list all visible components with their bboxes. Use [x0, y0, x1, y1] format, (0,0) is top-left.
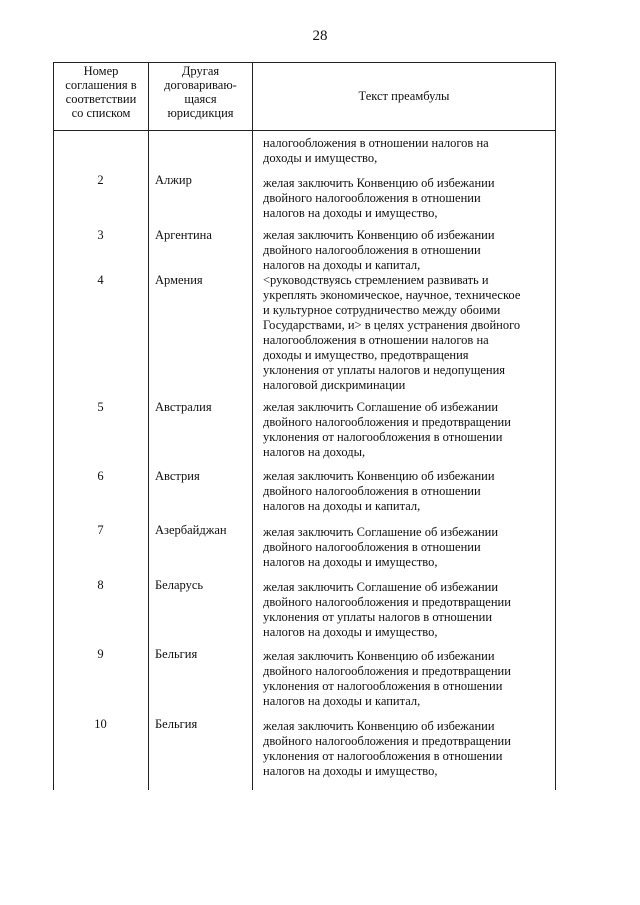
- preamble-line: укреплять экономическое, научное, техническое: [263, 288, 521, 302]
- row-preamble: [263, 136, 551, 166]
- header-number: [54, 64, 148, 120]
- preamble-line: уклонения от налогообложения в отношении: [263, 749, 503, 763]
- row-jurisdiction: Армения: [155, 273, 203, 287]
- preamble-line: желая заключить Конвенцию об избежании: [263, 649, 495, 663]
- row-number: 3: [97, 228, 104, 242]
- preamble-line: налогообложения в отношении налогов на: [263, 136, 489, 150]
- preamble-line: двойного налогообложения в отношении: [263, 243, 481, 257]
- preamble-line: налогов на доходы и имущество,: [263, 555, 438, 569]
- row-jurisdiction: Азербайджан: [155, 523, 227, 537]
- preamble-line: Государствами, и> в целях устранения двойного: [263, 318, 521, 332]
- header-jurisdiction-line: щаяся: [184, 92, 217, 106]
- row-number: 9: [97, 647, 104, 661]
- preamble-line: желая заключить Конвенцию об избежании: [263, 719, 495, 733]
- preamble-line: налогов на доходы и имущество,: [263, 206, 438, 220]
- row-number: 2: [97, 173, 104, 187]
- preamble-line: налогов на доходы и имущество,: [263, 764, 438, 778]
- row-jurisdiction: Аргентина: [155, 228, 212, 242]
- preamble-line: уклонения от налогообложения в отношении: [263, 430, 503, 444]
- preamble-line: налогов на доходы и имущество,: [263, 625, 438, 639]
- row-jurisdiction: Беларусь: [155, 578, 204, 592]
- row-preamble: [263, 649, 551, 709]
- header-jurisdiction-line: договариваю-: [164, 78, 237, 92]
- row-number: 4: [97, 273, 104, 287]
- row-number: 8: [97, 578, 104, 592]
- row-number: 7: [97, 523, 104, 537]
- preamble-line: налогов на доходы и капитал,: [263, 499, 421, 513]
- header-number-line: со списком: [71, 106, 131, 120]
- row-jurisdiction: Бельгия: [155, 647, 198, 661]
- row-preamble: [263, 525, 551, 570]
- preamble-line: уклонения от уплаты налогов и недопущения: [263, 363, 506, 377]
- header-preamble: Текст преамбулы: [358, 89, 450, 103]
- preamble-line: налоговой дискриминации: [263, 378, 406, 392]
- row-jurisdiction: Алжир: [155, 173, 192, 187]
- preamble-line: уклонения от налогообложения в отношении: [263, 679, 503, 693]
- row-number: 5: [97, 400, 104, 414]
- preamble-line: <руководствуясь стремлением развивать и: [263, 273, 489, 287]
- row-number: 6: [97, 469, 104, 483]
- header-number-line: соглашения в: [65, 78, 137, 92]
- preamble-line: доходы и имущество, предотвращения: [263, 348, 469, 362]
- row-number: 10: [94, 717, 107, 731]
- table-right-border: [555, 62, 556, 790]
- preamble-line: двойного налогообложения в отношении: [263, 484, 481, 498]
- preamble-line: налогов на доходы,: [263, 445, 366, 459]
- preamble-line: желая заключить Соглашение об избежании: [263, 400, 499, 414]
- header-separator: [53, 130, 556, 131]
- preamble-line: двойного налогообложения и предотвращении: [263, 664, 511, 678]
- preamble-line: двойного налогообложения и предотвращении: [263, 595, 511, 609]
- preamble-line: уклонения от уплаты налогов в отношении: [263, 610, 493, 624]
- preamble-line: желая заключить Конвенцию об избежании: [263, 176, 495, 190]
- row-preamble: [263, 580, 551, 640]
- row-preamble: [263, 273, 551, 393]
- preamble-line: двойного налогообложения и предотвращении: [263, 415, 511, 429]
- preamble-line: и культурное сотрудничество между обоими: [263, 303, 501, 317]
- preamble-line: двойного налогообложения в отношении: [263, 191, 481, 205]
- preamble-line: желая заключить Конвенцию об избежании: [263, 469, 495, 483]
- column-divider-1: [148, 62, 149, 790]
- header-jurisdiction-line: юрисдикция: [167, 106, 234, 120]
- row-preamble: [263, 176, 551, 221]
- preamble-line: двойного налогообложения в отношении: [263, 540, 481, 554]
- table-top-border: [53, 62, 556, 63]
- table-left-border: [53, 62, 54, 790]
- header-number-line: соответствии: [65, 92, 137, 106]
- preamble-line: доходы и имущество,: [263, 151, 378, 165]
- row-jurisdiction: Австралия: [155, 400, 212, 414]
- row-jurisdiction: Австрия: [155, 469, 200, 483]
- column-divider-2: [252, 62, 253, 790]
- header-jurisdiction-line: Другая: [181, 64, 220, 78]
- preamble-line: налогов на доходы и капитал,: [263, 258, 421, 272]
- preamble-line: двойного налогообложения и предотвращении: [263, 734, 511, 748]
- row-preamble: [263, 228, 551, 273]
- preamble-line: налогообложения в отношении налогов на: [263, 333, 489, 347]
- preamble-line: желая заключить Конвенцию об избежании: [263, 228, 495, 242]
- row-preamble: [263, 469, 551, 514]
- row-jurisdiction: Бельгия: [155, 717, 198, 731]
- preamble-line: налогов на доходы и капитал,: [263, 694, 421, 708]
- header-number-line: Номер: [83, 64, 119, 78]
- row-preamble: [263, 719, 551, 779]
- preamble-line: желая заключить Соглашение об избежании: [263, 525, 499, 539]
- preamble-line: желая заключить Соглашение об избежании: [263, 580, 499, 594]
- row-preamble: [263, 400, 551, 460]
- header-jurisdiction: [149, 64, 252, 120]
- page-number: 28: [312, 28, 328, 44]
